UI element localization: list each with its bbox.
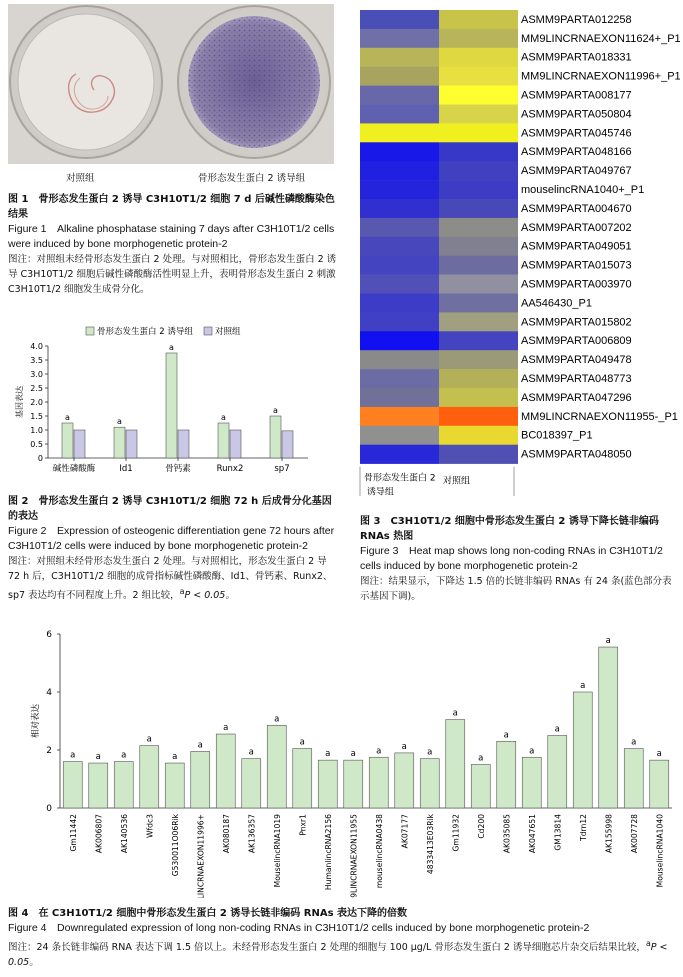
bar (242, 759, 261, 808)
y-tick-label: 2.5 (30, 384, 43, 393)
sig-label: a (580, 681, 586, 691)
figure1-caption-zh: 图 1 骨形态发生蛋白 2 诱导 C3H10T1/2 细胞 7 d 后碱性磷酸酶染色结果 (8, 194, 335, 220)
heatmap-row-label: ASMM9PARTA047296 (521, 391, 632, 404)
heatmap-cell (360, 426, 439, 445)
x-tick-label: sp7 (274, 464, 290, 474)
figure3-caption-note: 图注：结果显示，下降达 1.5 倍的长链非编码 RNAs 有 24 条(蓝色部分表示基因下调)。 (360, 576, 672, 602)
legend-swatch (204, 327, 212, 335)
x-tick-label: MouselincRNA1040 (655, 814, 665, 888)
sig-label: a (274, 714, 280, 725)
figure2-caption-note (8, 554, 338, 603)
figure4-caption-en: Figure 4 Downregulated expression of long non-coding RNAs in C3H10T1/2 cells induced by bone morphogenetic protein-2 (8, 922, 590, 934)
heatmap-row-label: ASMM9PARTA049478 (521, 354, 632, 367)
bar (178, 430, 189, 458)
bar (395, 753, 414, 808)
bar (230, 430, 241, 458)
heatmap-cell (360, 275, 439, 294)
heatmap-cell (439, 161, 518, 180)
figure4 (8, 622, 678, 898)
bar (650, 760, 669, 808)
heatmap-row-label: ASMM9PARTA007202 (521, 221, 632, 234)
x-tick-label: MM9LINCRNAEXON11996+ (196, 814, 206, 898)
bar (446, 720, 465, 808)
heatmap-row-label: mouselincRNA1040+_P1 (521, 183, 645, 196)
figure4-caption-zh: 图 4 在 C3H10T1/2 细胞中骨形态发生蛋白 2 诱导长链非编码 RNAs 表达下降的倍数 (8, 908, 408, 919)
sig-label: a (221, 413, 226, 422)
legend-swatch (86, 327, 94, 335)
x-tick-label: Gm11442 (68, 814, 78, 852)
x-tick-label: AK047651 (527, 814, 537, 854)
y-axis-label: 基因表达 (15, 386, 24, 418)
heatmap-column-label: 骨形态发生蛋白 2 诱导组 (364, 473, 436, 496)
bar (573, 692, 592, 808)
heatmap-row-label: BC018397_P1 (521, 429, 593, 442)
x-tick-label: Wfdc3 (145, 814, 155, 839)
sig-label: a (197, 740, 203, 751)
bar (624, 749, 643, 808)
heatmap-cell (439, 294, 518, 313)
heatmap-cell (439, 67, 518, 86)
y-tick-label: 3.5 (30, 356, 43, 365)
sig-label: a (503, 730, 509, 741)
heatmap-row-label: ASMM9PARTA012258 (521, 13, 632, 26)
heatmap-cell (360, 407, 439, 426)
heatmap-row-label: ASMM9PARTA015073 (521, 259, 632, 272)
figure4-caption-note-text: 图注：24 条长链非编码 RNA 表达下调 1.5 倍以上。未经骨形态发生蛋白 2 处理的细胞与 100 μg/L 骨形态发生蛋白 2 诱导细胞芯片杂交后结果比较， (8, 942, 646, 954)
heatmap-cell (439, 142, 518, 161)
dish-photo (8, 4, 334, 184)
x-tick-label: 4833413E03Rik (425, 814, 435, 875)
heatmap-cell (360, 67, 439, 86)
figure4-caption (8, 906, 678, 970)
figure2-sig-mark: a (179, 587, 185, 596)
bar (270, 416, 281, 458)
heatmap-row-label: ASMM9PARTA018331 (521, 51, 632, 64)
figure3-heatmap (358, 2, 680, 496)
bar (216, 734, 235, 808)
sig-label: a (376, 746, 382, 757)
heatmap-cell (439, 388, 518, 407)
x-tick-label: MouselincRNA1019 (272, 814, 282, 888)
x-tick-label: 碱性磷酸酶 (52, 464, 96, 474)
bar (165, 763, 184, 808)
figure3-caption-en: Figure 3 Heat map shows long non-coding RNAs in C3H10T1/2 cells induced by bone morphogenetic protein-2 (360, 545, 663, 572)
figure3-caption (360, 514, 678, 604)
y-tick-label: 4 (46, 688, 52, 698)
sig-label: a (273, 406, 278, 415)
heatmap-row-label: MM9LINCRNAEXON11996+_P1 (521, 70, 680, 83)
bar (267, 725, 286, 808)
heatmap-cell (360, 312, 439, 331)
heatmap-cell (439, 199, 518, 218)
heatmap-cell (439, 180, 518, 199)
x-tick-label: AK080187 (221, 814, 231, 854)
bar (599, 647, 618, 808)
sig-label: a (172, 752, 178, 763)
sig-label: a (117, 417, 122, 427)
heatmap-row-label: ASMM9PARTA048166 (521, 146, 632, 159)
figure2 (8, 322, 338, 492)
sig-label: a (248, 747, 254, 758)
heatmap-cell (439, 105, 518, 124)
y-tick-label: 1.5 (30, 412, 43, 421)
sig-label: a (350, 749, 356, 760)
figure2-caption-note-text: 图注：对照组未经骨形态发生蛋白 2 处理。与对照相比，形态发生蛋白 2 导 72 h 后，C3H10T1/2 细胞的成骨指标碱性磷酸酶、Id1、骨钙素、Runx2、sp7 表达均有不同程度上升。2 组比较， (8, 556, 333, 602)
sig-label: a (529, 746, 535, 757)
heatmap-row-label: ASMM9PARTA045746 (521, 127, 632, 140)
heatmap-cell (360, 445, 439, 464)
figure1-caption-note: 图注：对照组未经骨形态发生蛋白 2 处理。与对照相比，骨形态发生蛋白 2 诱导 C3H10T1/2 细胞后碱性磷酸酶活性明显上升，表明骨形态发生蛋白 2 刺激 C3H10T1/2 细胞发生成骨分化。 (8, 254, 337, 295)
heatmap-cell (360, 388, 439, 407)
figure2-caption-p: P < 0.05。 (184, 590, 235, 602)
bar (191, 751, 210, 808)
bar (497, 741, 516, 808)
legend-label: 对照组 (215, 327, 241, 337)
bar (140, 746, 159, 808)
heatmap-cell (360, 10, 439, 29)
heatmap-row-label: AA546430_P1 (521, 297, 592, 310)
heatmap-cell (360, 48, 439, 67)
x-tick-label: Id1 (119, 464, 133, 474)
heatmap-cell (360, 123, 439, 142)
figure3-caption-zh: 图 3 C3H10T1/2 细胞中骨形态发生蛋白 2 诱导下降长链非编码 RNAs 热图 (360, 516, 659, 542)
sig-label: a (169, 343, 174, 352)
heatmap-cell (439, 445, 518, 464)
bar (63, 762, 82, 808)
heatmap-cell (360, 331, 439, 350)
y-tick-label: 0 (37, 454, 43, 463)
bar (74, 430, 85, 458)
label-bmp: 骨形态发生蛋白 2 诱导组 (198, 173, 306, 184)
heatmap-cell (439, 218, 518, 237)
heatmap-cell (360, 86, 439, 105)
y-tick-label: 6 (46, 630, 52, 640)
bar (218, 423, 229, 458)
heatmap-cell (439, 275, 518, 294)
x-tick-label: mouselincRNA0438 (374, 814, 384, 889)
figure4-sig-mark: a (645, 939, 651, 948)
sig-label: a (605, 636, 611, 647)
figure2-caption (8, 494, 338, 603)
x-tick-label: 骨钙素 (165, 464, 191, 474)
heatmap-cell (360, 350, 439, 369)
bar (293, 749, 312, 808)
sig-label: a (427, 747, 433, 758)
heatmap-row-label: ASMM9PARTA008177 (521, 89, 632, 102)
heatmap-cell (439, 86, 518, 105)
sig-label: a (65, 413, 70, 422)
sig-label: a (452, 708, 458, 719)
figure2-caption-zh: 图 2 骨形态发生蛋白 2 诱导 C3H10T1/2 细胞 72 h 后成骨分化基因的表达 (8, 496, 332, 522)
sig-label: a (656, 749, 662, 760)
heatmap-row-label: ASMM9PARTA015802 (521, 316, 632, 329)
y-tick-label: 3.0 (30, 370, 43, 379)
sig-label: a (146, 734, 152, 745)
heatmap-cell (439, 312, 518, 331)
y-tick-label: 4.0 (30, 342, 43, 351)
y-axis-label: 相对表达 (31, 703, 41, 739)
x-tick-label: AK140536 (119, 814, 129, 854)
bar (522, 757, 541, 808)
figure4-chart (8, 622, 678, 898)
heatmap-row-label: MM9LINCRNAEXON11955-_P1 (521, 410, 678, 423)
sig-label: a (223, 723, 229, 734)
heatmap-cell (360, 218, 439, 237)
heatmap-row-label: ASMM9PARTA048050 (521, 448, 632, 461)
sig-label: a (325, 749, 331, 760)
bar (344, 760, 363, 808)
bar (62, 423, 73, 458)
sig-label: a (70, 750, 76, 761)
x-tick-label: AK007728 (629, 814, 639, 854)
figure2-caption-en: Figure 2 Expression of osteogenic differentiation gene 72 hours after C3H10T1/2 cells were induced by bone morphogenetic protein-2 (8, 525, 335, 552)
heatmap-cell (439, 48, 518, 67)
bar (471, 765, 490, 809)
heatmap-cell (439, 369, 518, 388)
x-tick-label: AK006807 (94, 814, 104, 854)
heatmap-cell (360, 256, 439, 275)
sig-label: a (121, 750, 127, 761)
sig-label: a (554, 724, 560, 735)
x-tick-label: Gm11932 (451, 814, 461, 852)
bar (166, 353, 177, 458)
y-tick-label: 2.0 (30, 398, 43, 407)
heatmap-cell (439, 10, 518, 29)
x-tick-label: AK035085 (502, 814, 512, 854)
figure1-caption-en: Figure 1 Alkaline phosphatase staining 7 days after C3H10T1/2 cells were induced by bone morphogenetic protein-2 (8, 223, 335, 250)
heatmap-cell (439, 426, 518, 445)
heatmap-cell (439, 407, 518, 426)
figure2-chart (8, 322, 338, 492)
heatmap-cell (360, 199, 439, 218)
heatmap-cell (360, 29, 439, 48)
heatmap-cell (439, 29, 518, 48)
y-tick-label: 1.0 (30, 426, 43, 435)
bar (114, 427, 125, 458)
figure1 (8, 4, 334, 184)
bar (420, 759, 439, 808)
bar (369, 757, 388, 808)
x-tick-label: HumanlincRNA2156 (323, 814, 333, 891)
heatmap-cell (439, 256, 518, 275)
y-tick-label: 0 (46, 804, 52, 814)
x-tick-label: AK136357 (247, 814, 257, 854)
heatmap-cell (439, 331, 518, 350)
x-tick-label: Pnxr1 (298, 814, 308, 836)
bar (114, 762, 133, 808)
bar (126, 430, 137, 458)
heatmap-row-label: ASMM9PARTA049051 (521, 240, 632, 253)
heatmap-column-label: 对照组 (443, 476, 471, 487)
heatmap-row-label: MM9LINCRNAEXON11624+_P1 (521, 32, 680, 45)
heatmap-row-label: ASMM9PARTA050804 (521, 108, 632, 121)
sig-label: a (401, 741, 407, 752)
y-tick-label: 0.5 (30, 440, 43, 449)
x-tick-label: Tdrn12 (578, 814, 588, 841)
sig-label: a (299, 737, 305, 748)
sig-label: a (478, 753, 484, 764)
figure1-caption (8, 192, 338, 297)
figure4-caption-p: P < 0.05。 (8, 942, 668, 969)
label-control: 对照组 (66, 173, 95, 184)
heatmap-cell (360, 142, 439, 161)
heatmap-row-label: ASMM9PARTA006809 (521, 335, 632, 348)
heatmap-cell (439, 123, 518, 142)
legend-label: 骨形态发生蛋白 2 诱导组 (97, 327, 193, 337)
heatmap-row-label: ASMM9PARTA048773 (521, 372, 632, 385)
bar (548, 736, 567, 809)
y-tick-label: 2 (46, 746, 52, 756)
x-tick-label: MM9LINCRNAEXON11955 (349, 814, 359, 898)
bar (89, 763, 108, 808)
bar (318, 760, 337, 808)
heatmap-row-label: ASMM9PARTA004670 (521, 202, 632, 215)
figure4-caption-note (8, 936, 678, 970)
heatmap-cell (360, 105, 439, 124)
heatmap-row-label: ASMM9PARTA049767 (521, 165, 632, 178)
x-tick-label: Cd200 (476, 814, 486, 839)
x-tick-label: AK155998 (604, 814, 614, 854)
heatmap-cell (360, 161, 439, 180)
x-tick-label: AK07177 (400, 814, 410, 849)
sig-label: a (95, 752, 101, 763)
heatmap-row-label: ASMM9PARTA003970 (521, 278, 632, 291)
x-tick-label: GM13814 (553, 814, 563, 851)
heatmap-cell (439, 350, 518, 369)
heatmap-cell (360, 237, 439, 256)
x-tick-label: Runx2 (216, 464, 244, 474)
heatmap-cell (360, 369, 439, 388)
sig-label: a (631, 737, 637, 748)
heatmap-cell (360, 294, 439, 313)
heatmap-cell (439, 237, 518, 256)
x-tick-label: G530011O06Rik (170, 814, 180, 877)
bar (282, 431, 293, 458)
heatmap-cell (360, 180, 439, 199)
figure3 (358, 2, 680, 496)
